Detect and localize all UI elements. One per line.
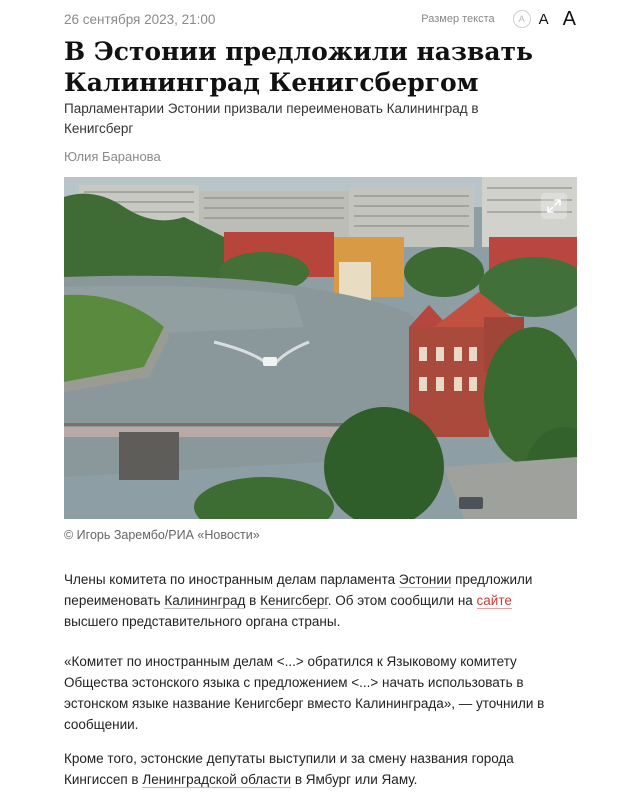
paragraph-text: высшего представительного органа страны. — [64, 614, 341, 629]
link-estonia[interactable]: Эстонии — [398, 572, 452, 587]
link-site[interactable]: сайте — [476, 593, 512, 608]
article-paragraph-1 — [64, 569, 564, 632]
font-size-small-button[interactable]: A — [513, 10, 531, 28]
font-size-control — [421, 8, 576, 31]
font-size-label: Размер текста — [421, 13, 495, 25]
paragraph-text: Члены комитета по иностранным делам парламента — [64, 572, 399, 587]
paragraph-text: предложили переименовать — [64, 572, 533, 608]
article-paragraph-3 — [64, 748, 564, 790]
paragraph-text: в — [245, 593, 261, 608]
font-size-medium-button[interactable]: A — [538, 10, 549, 28]
link-konigsberg[interactable]: Кенигсберг — [260, 593, 328, 608]
article-headline: В Эстонии предложили назвать Калининград Кенигсбергом — [64, 37, 533, 97]
article-paragraph-2: «Комитет по иностранным делам <...> обратился к Языковому комитету Общества эстонского языка с предложением <...> начать использовать в эстонском языке название Кенигсберг вместо Калининграда», — уточнили в сообщении. — [64, 654, 545, 732]
publish-date: 26 сентября 2023, 21:00 — [64, 11, 216, 27]
link-kaliningrad[interactable]: Калининград — [164, 593, 246, 608]
article-photo[interactable] — [64, 177, 577, 519]
expand-icon — [546, 198, 562, 214]
paragraph-text: в Ямбург или Яаму. — [291, 772, 418, 787]
link-leningrad-oblast[interactable]: Ленинградской области — [142, 772, 292, 787]
article-topbar — [64, 8, 576, 30]
photo-expand-button[interactable] — [541, 193, 567, 219]
paragraph-text: . Об этом сообщили на — [327, 593, 477, 608]
photo-caption: © Игорь Зарембо/РИА «Новости» — [64, 528, 260, 542]
article-author[interactable]: Юлия Баранова — [64, 149, 161, 164]
paragraph-text: Кроме того, эстонские депутаты выступили и за смену названия города Кингиссеп в — [64, 751, 514, 787]
font-size-large-button[interactable]: A — [562, 7, 576, 30]
article-subtitle: Парламентарии Эстонии призвали переименовать Калининград в Кенигсберг — [64, 101, 479, 136]
kaliningrad-photo-illustration — [64, 177, 577, 519]
